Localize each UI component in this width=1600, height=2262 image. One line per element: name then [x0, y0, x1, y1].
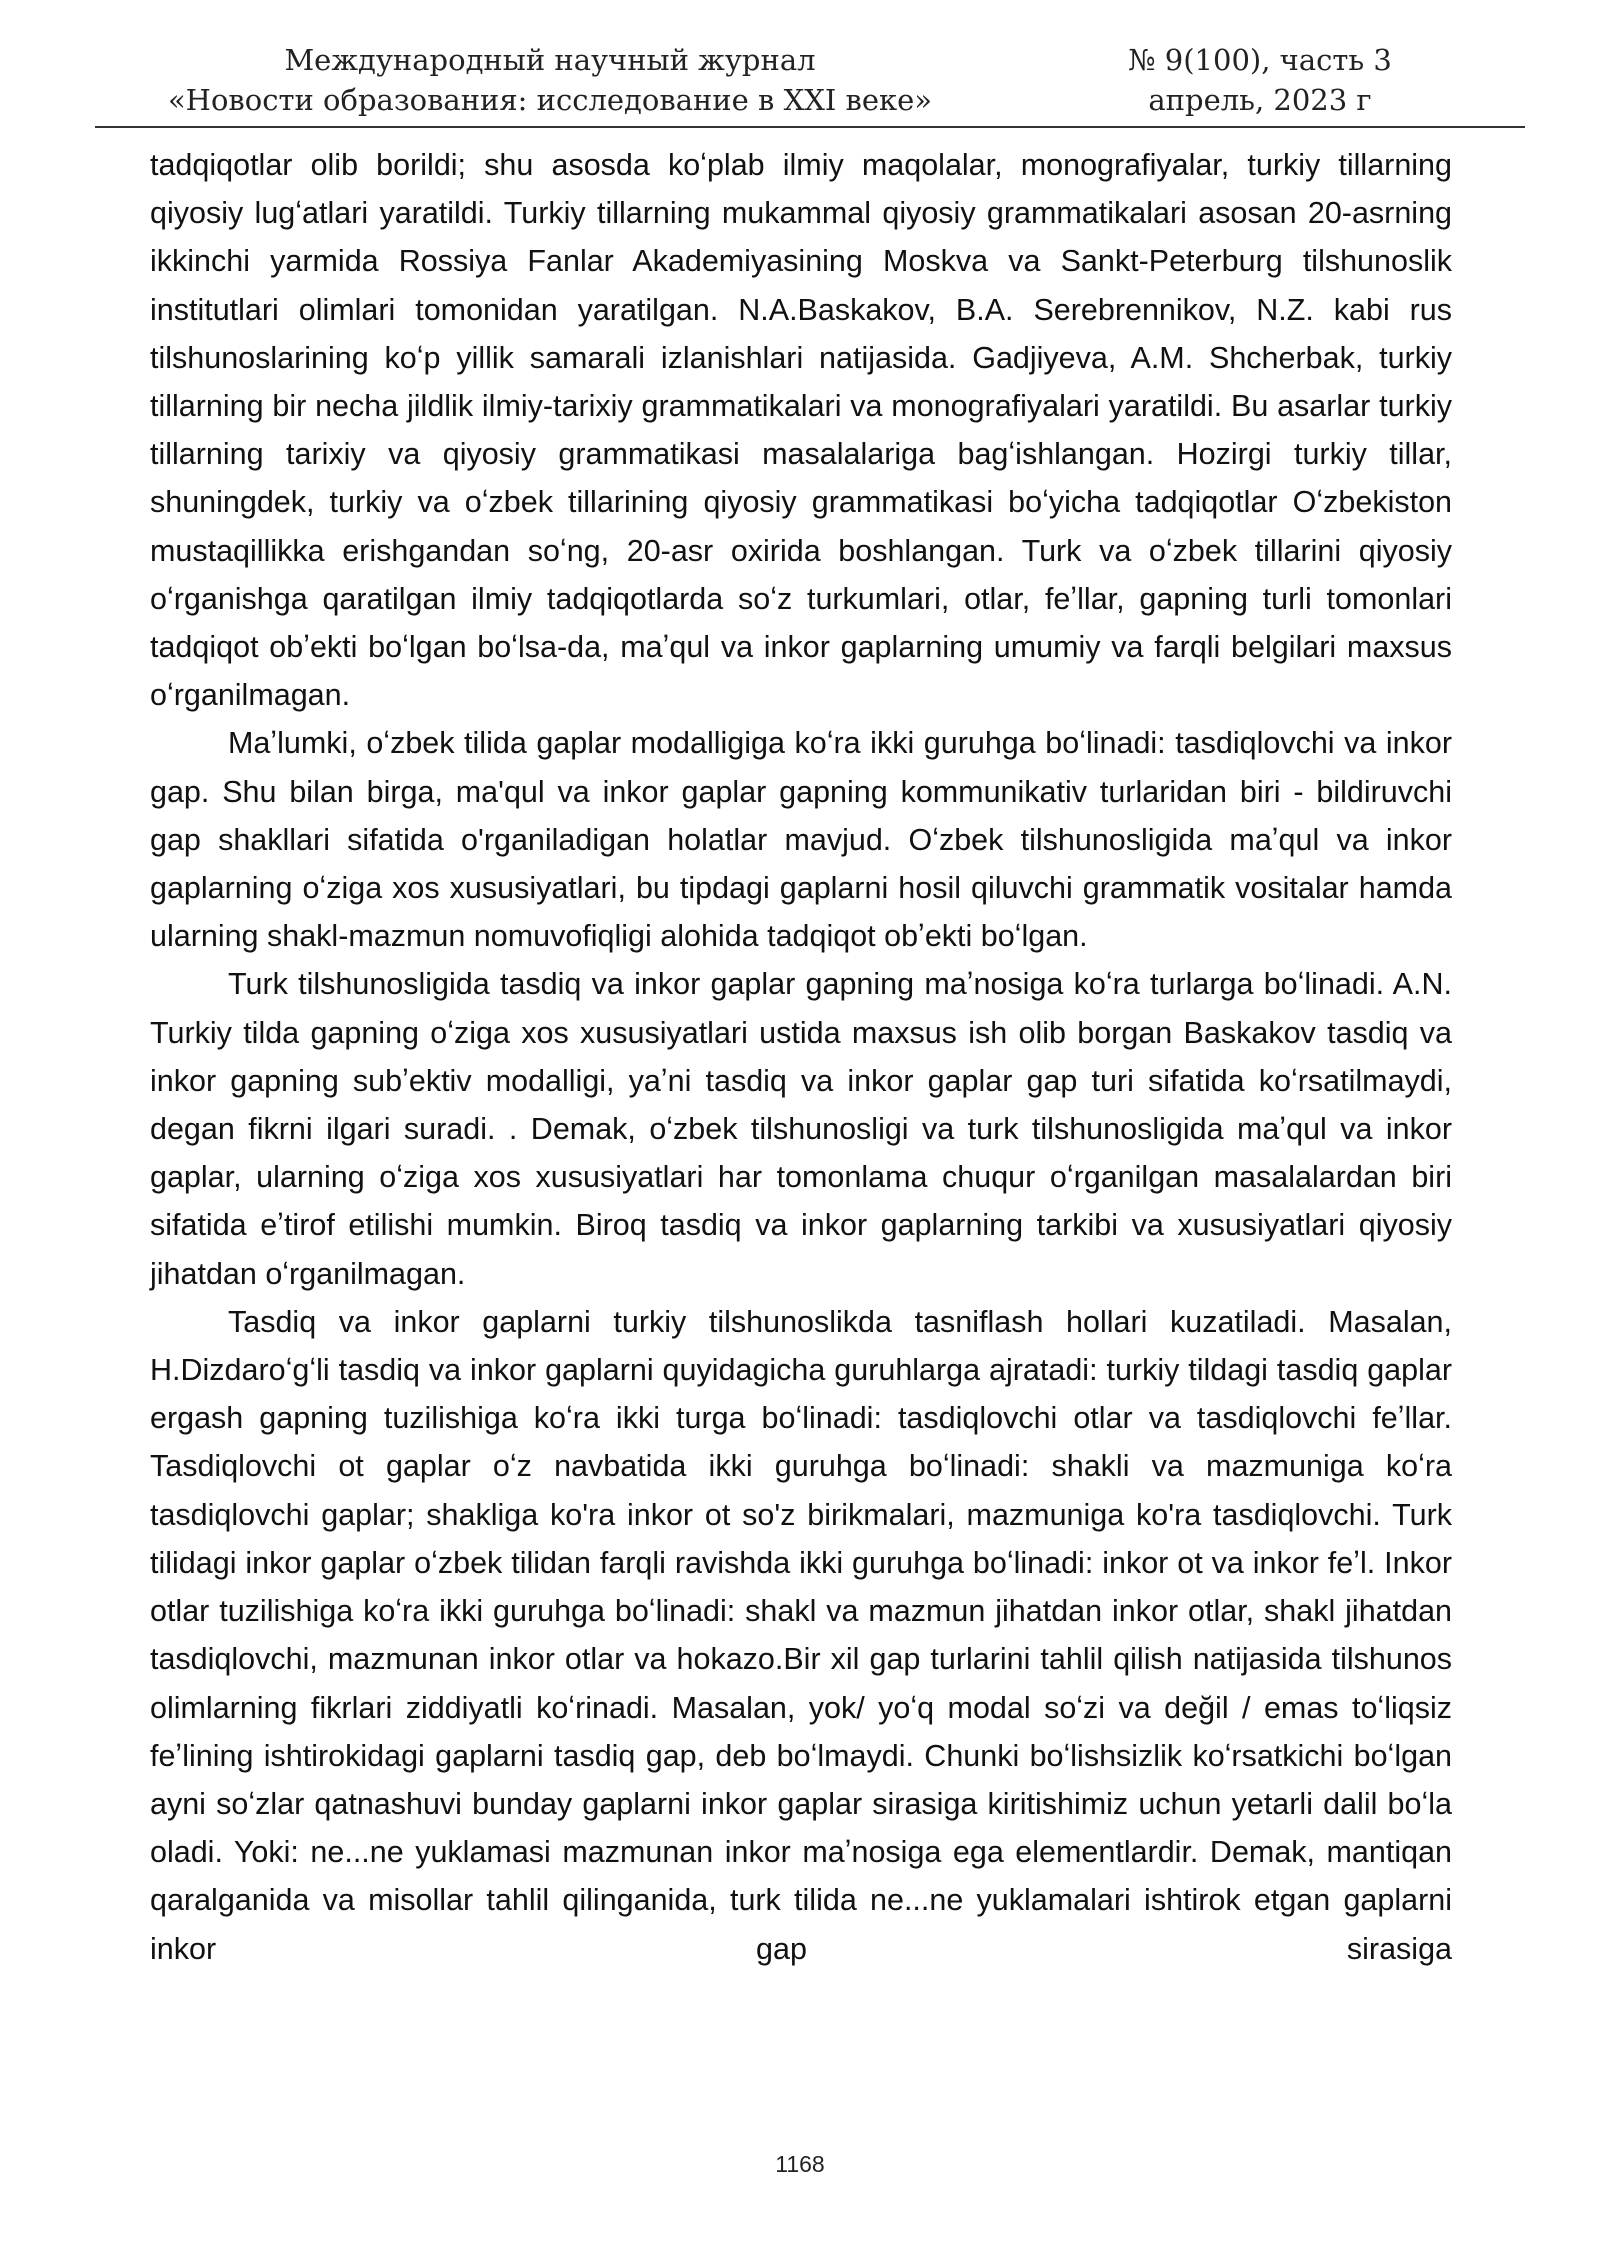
header-divider [95, 126, 1525, 128]
paragraph-1: tadqiqotlar olib borildi; shu asosda koʻplab ilmiy maqolalar, monografiyalar, turkiy tillarning qiyosiy lugʻatlari yaratildi. Turkiy tillarning mukammal qiyosiy grammatikalari asosan 20-asrning ikkinchi yarmida Rossiya Fanlar Akademiyasining Moskva va Sankt-Peterburg tilshunoslik institutlari olimlari tomonidan yaratilgan. N.A.Baskakov, B.A. Serebrennikov, N.Z. kabi rus tilshunoslarining koʻp yillik samarali izlanishlari natijasida. Gadjiyeva, A.M. Shcherbak, turkiy tillarning bir necha jildlik ilmiy-tarixiy grammatikalari va monografiyalari yaratildi. Bu asarlar turkiy tillarning tarixiy va qiyosiy grammatikasi masalalariga bagʻishlangan. Hozirgi turkiy tillar, shuningdek, turkiy va oʻzbek tillarining qiyosiy grammatikasi boʻyicha tadqiqotlar Oʻzbekiston mustaqillikka erishgandan soʻng, 20-asr oxirida boshlangan. Turk va oʻzbek tillarini qiyosiy oʻrganishga qaratilgan ilmiy tadqiqotlarda soʻz turkumlari, otlar, feʼllar, gapning turli tomonlari tadqiqot obʼekti boʻlgan boʻlsa-da, maʼqul va inkor gaplarning umumiy va farqli belgilari maxsus oʻrganilmagan. [150, 148, 1452, 713]
journal-title-block [150, 40, 950, 120]
paragraph-3: Turk tilshunosligida tasdiq va inkor gaplar gapning maʼnosiga koʻra turlarga boʻlinadi. A.N. Turkiy tilda gapning oʻziga xos xususiyatlari ustida maxsus ish olib borgan Baskakov tasdiq va inkor gapning subʼektiv modalligi, yaʼni tasdiq va inkor gaplar gap turi sifatida koʻrsatilmaydi, degan fikrni ilgari suradi. . Demak, oʻzbek tilshunosligi va turk tilshunosligida maʼqul va inkor gaplar, ularning oʻziga xos xususiyatlari har tomonlama chuqur oʻrganilgan masalalardan biri sifatida eʼtirof etilishi mumkin. Biroq tasdiq va inkor gaplarning tarkibi va xususiyatlari qiyosiy jihatdan oʻrganilmagan. [150, 967, 1452, 1291]
issue-date: апрель, 2023 г [1148, 83, 1372, 117]
page-header [150, 40, 1450, 120]
journal-name-line-1: Международный научный журнал [284, 43, 816, 77]
page-footer [0, 2151, 1600, 2178]
paragraph-2: Maʼlumki, oʻzbek tilida gaplar modalligiga koʻra ikki guruhga boʻlinadi: tasdiqlovchi va inkor gap. Shu bilan birga, ma'qul va inkor gaplar gapning kommunikativ turlaridan biri - bildiruvchi gap shakllari sifatida o'rganiladigan holatlar mavjud. Oʻzbek tilshunosligida maʼqul va inkor gaplarning oʻziga xos xususiyatlari, bu tipdagi gaplarni hosil qiluvchi grammatik vositalar hamda ularning shakl-mazmun nomuvofiqligi alohida tadqiqot obʼekti boʻlgan. [150, 726, 1452, 954]
issue-info-block [1080, 40, 1440, 120]
issue-number: № 9(100), часть 3 [1128, 43, 1392, 77]
page-number: 1168 [775, 2151, 825, 2177]
paragraph-4: Tasdiq va inkor gaplarni turkiy tilshunoslikda tasniflash hollari kuzatiladi. Masalan, H.Dizdaroʻgʻli tasdiq va inkor gaplarni quyidagicha guruhlarga ajratadi: turkiy tildagi tasdiq gaplar ergash gapning tuzilishiga koʻra ikki turga boʻlinadi: tasdiqlovchi otlar va tasdiqlovchi feʼllar. Tasdiqlovchi ot gaplar oʻz navbatida ikki guruhga boʻlinadi: shakli va mazmuniga koʻra tasdiqlovchi gaplar; shakliga ko'ra inkor ot so'z birikmalari, mazmuniga ko'ra tasdiqlovchi. Turk tilidagi inkor gaplar oʻzbek tilidan farqli ravishda ikki guruhga boʻlinadi: inkor ot va inkor feʼl. Inkor otlar tuzilishiga koʻra ikki guruhga boʻlinadi: shakl va mazmun jihatdan inkor otlar, shakl jihatdan tasdiqlovchi, mazmunan inkor otlar va hokazo.Bir xil gap turlarini tahlil qilish natijasida tilshunos olimlarning fikrlari ziddiyatli koʻrinadi. Masalan, yok/ yoʻq modal soʻzi va değil / emas toʻliqsiz feʼlining ishtirokidagi gaplarni tasdiq gap, deb boʻlmaydi. Chunki boʻlishsizlik koʻrsatkichi boʻlgan ayni soʻzlar qatnashuvi bunday gaplarni inkor gaplar sirasiga kiritishimiz uchun yetarli dalil boʻla oladi. Yoki: ne...ne yuklamasi mazmunan inkor maʼnosiga ega elementlardir. Demak, mantiqan qaralganida va misollar tahlil qilinganida, turk tilida ne...ne yuklamalari ishtirok etgan gaplarni inkor gap sirasiga [150, 1304, 1452, 1966]
journal-name-line-2: «Новости образования: исследование в XXI веке» [167, 83, 933, 117]
article-body [150, 141, 1452, 1973]
